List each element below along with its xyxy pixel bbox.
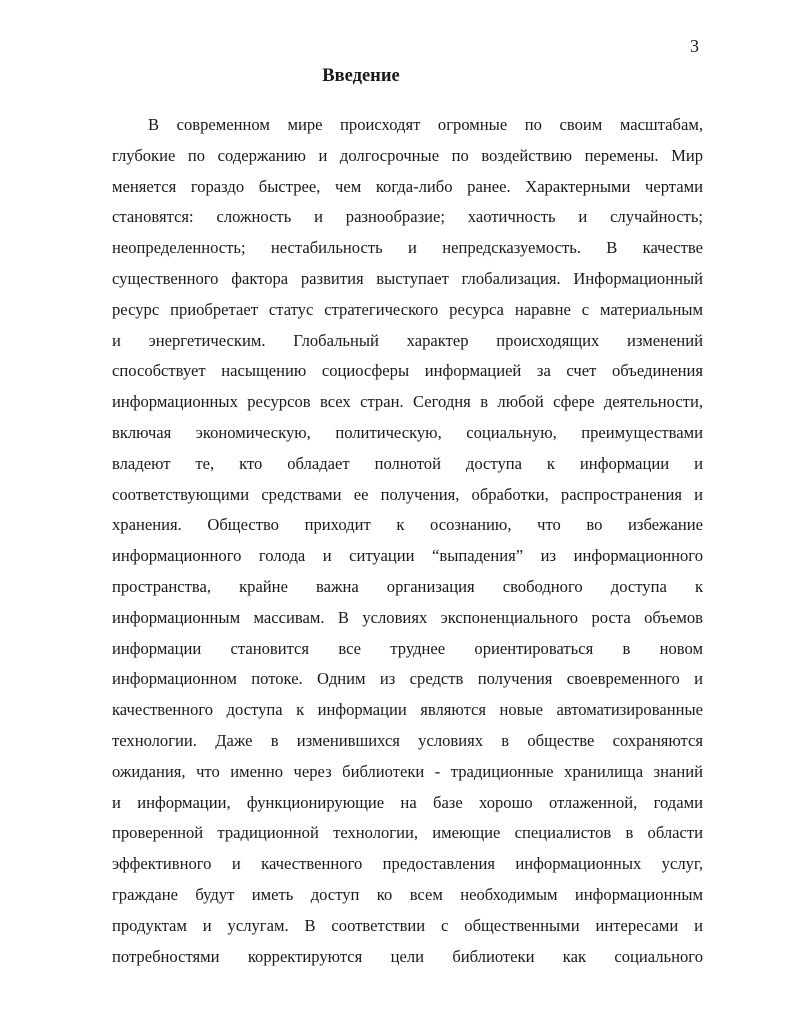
text-line: проверенной традиционной технологии, имеющие специалистов в области xyxy=(112,823,703,843)
text-line: информационных ресурсов всех стран. Сегодня в любой сфере деятельности, xyxy=(112,392,703,412)
page-number: 3 xyxy=(690,36,699,56)
text-line: способствует насыщению социосферы информацией за счет объединения xyxy=(112,361,703,381)
text-line: неопределенность; нестабильность и непредсказуемость. В качестве xyxy=(112,238,703,258)
text-line: и энергетическим. Глобальный характер происходящих изменений xyxy=(112,330,703,350)
text-line: продуктам и услугам. В соответствии с общественными интересами и xyxy=(112,915,703,935)
text-line: соответствующими средствами ее получения, обработки, распространения и xyxy=(112,484,703,504)
text-line: информации становится все труднее ориентироваться в новом xyxy=(112,638,703,658)
text-line: ресурс приобретает статус стратегического ресурса наравне с материальным xyxy=(112,299,703,319)
text-line: включая экономическую, политическую, социальную, преимуществами xyxy=(112,422,703,442)
text-line: существенного фактора развития выступает глобализация. Информационный xyxy=(112,268,703,288)
text-line: информационным массивам. В условиях экспоненциального роста объемов xyxy=(112,607,703,627)
text-line: становятся: сложность и разнообразие; хаотичность и случайность; xyxy=(112,207,703,227)
text-line: владеют те, кто обладает полнотой доступа к информации и xyxy=(112,453,703,473)
text-line: хранения. Общество приходит к осознанию, что во избежание xyxy=(112,515,703,535)
text-line: и информации, функционирующие на базе хорошо отлаженной, годами xyxy=(112,792,703,812)
text-line: информационном потоке. Одним из средств получения своевременного и xyxy=(112,669,703,689)
text-line: информационного голода и ситуации “выпадения” из информационного xyxy=(112,546,703,566)
text-line: потребностями корректируются цели библиотеки как социального xyxy=(112,946,703,966)
text-line: глубокие по содержанию и долгосрочные по воздействию перемены. Мир xyxy=(112,145,703,165)
text-line: эффективного и качественного предоставления информационных услуг, xyxy=(112,854,703,874)
text-line: технологии. Даже в изменившихся условиях в обществе сохраняются xyxy=(112,730,703,750)
text-line: В современном мире происходят огромные по своим масштабам, xyxy=(148,115,703,134)
body-paragraph xyxy=(112,110,703,972)
text-line: качественного доступа к информации являются новые автоматизированные xyxy=(112,700,703,720)
text-line: ожидания, что именно через библиотеки - традиционные хранилища знаний xyxy=(112,761,703,781)
text-line: меняется гораздо быстрее, чем когда-либо ранее. Характерными чертами xyxy=(112,176,703,196)
text-line: граждане будут иметь доступ ко всем необходимым информационным xyxy=(112,884,703,904)
text-line: пространства, крайне важна организация свободного доступа к xyxy=(112,576,703,596)
page-title: Введение xyxy=(322,66,400,86)
